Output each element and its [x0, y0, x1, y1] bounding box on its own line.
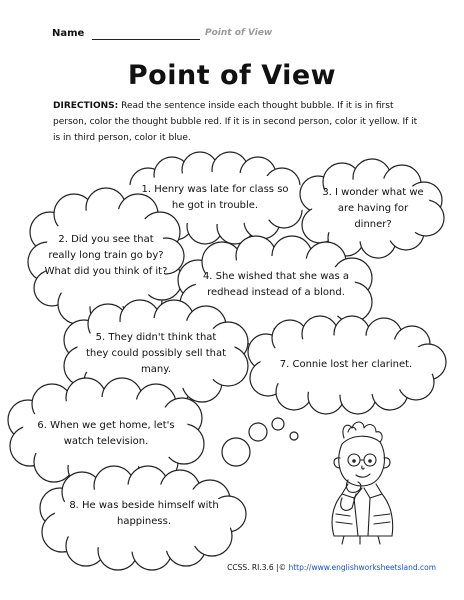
header-topic: Point of View	[205, 28, 273, 38]
bubble-4-text: 4. She wished that she was a redhead instead of a blond.	[202, 271, 350, 298]
footer	[0, 563, 436, 572]
directions-text: Read the sentence inside each thought bubble. If it is in first person, color the thought bubble red. If it is in second person, color it yellow. If it is in third person, color it blue.	[53, 101, 418, 143]
bubble-7-text: 7. Connie lost her clarinet.	[279, 359, 413, 370]
footer-standard: CCSS. RI.3.6 |©	[227, 563, 287, 572]
bubble-8-text: 8. He was beside himself with happiness.	[69, 500, 219, 527]
bubble-5-text: 5. They didn't think that they could possibly sell that many.	[85, 332, 227, 375]
name-label: Name	[52, 28, 85, 39]
bubble-1-text: 1. Henry was late for class so he got in trouble.	[141, 184, 289, 211]
bubble-6-text: 6. When we get home, let's watch television.	[37, 420, 175, 447]
footer-url[interactable]: http://www.englishworksheetsland.com	[288, 563, 436, 572]
bubble-2-text: 2. Did you see that really long train go by? What did you think of it?	[44, 234, 168, 277]
thinking-boy-illustration	[318, 418, 408, 546]
directions-label: DIRECTIONS:	[53, 101, 119, 111]
bubble-3-text: 3. I wonder what we are having for dinner?	[322, 187, 424, 230]
page-title: Point of View	[127, 60, 337, 91]
